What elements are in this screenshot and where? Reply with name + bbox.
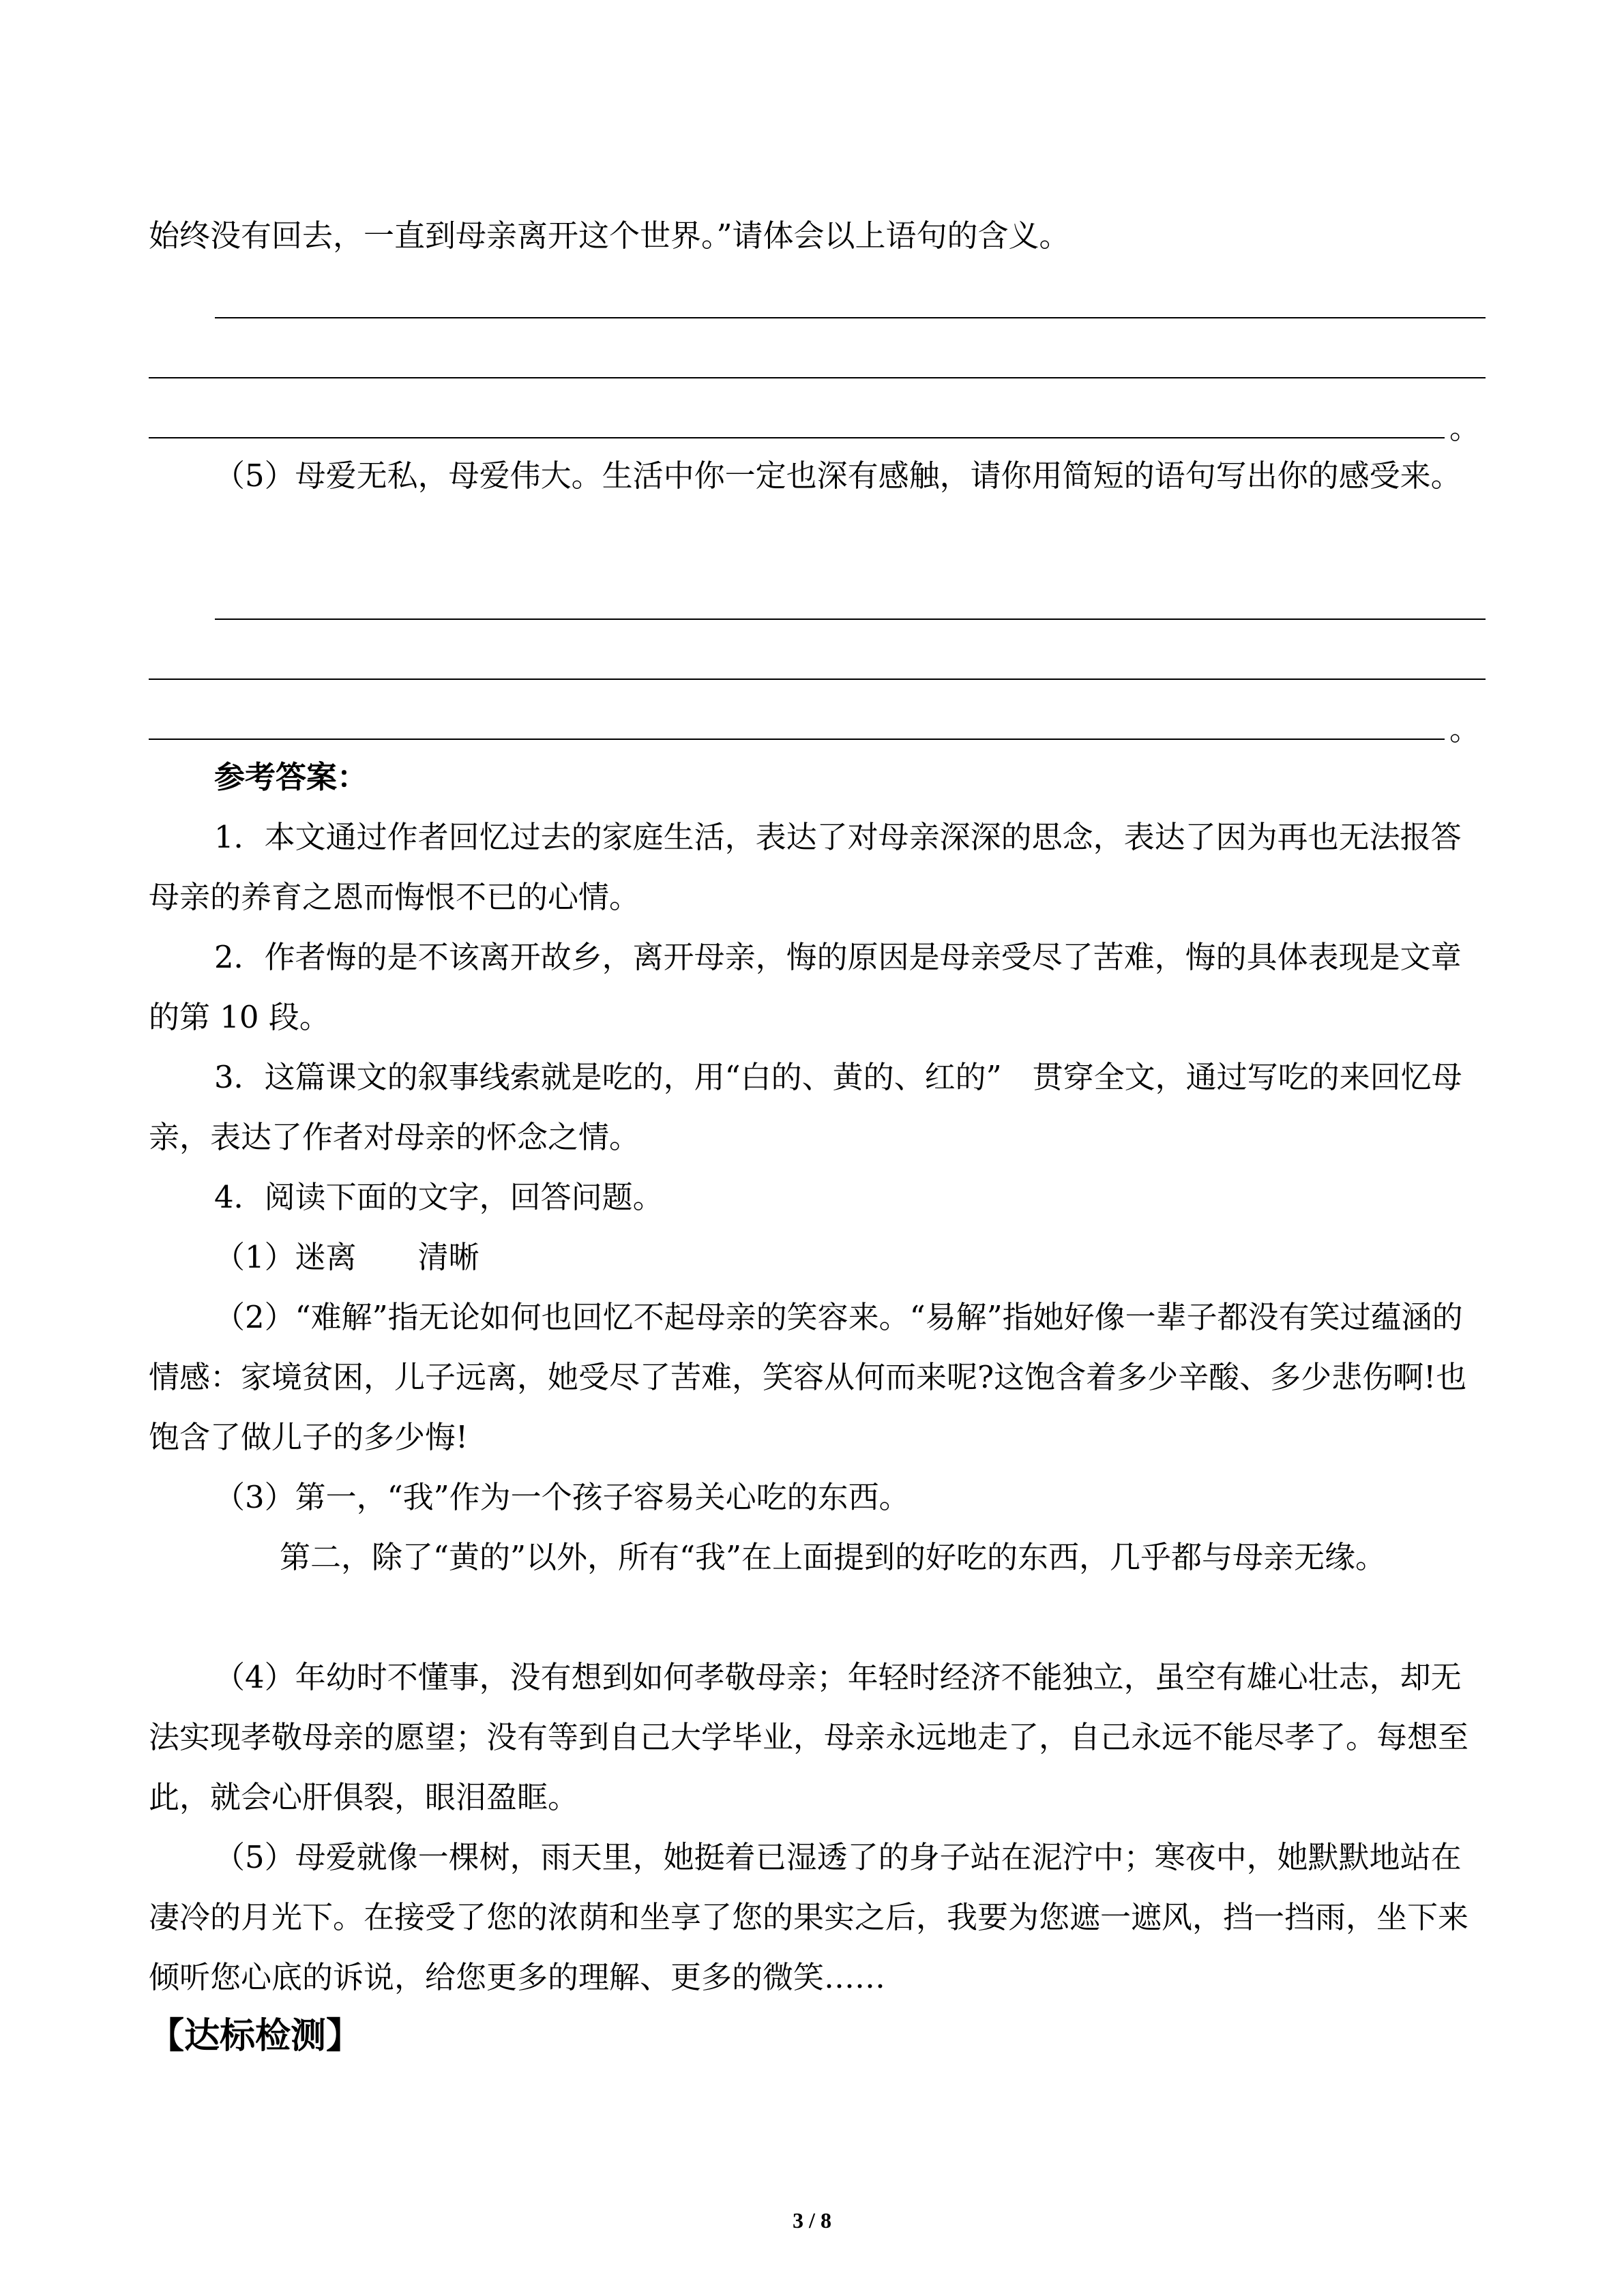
answer-4-4: （4）年幼时不懂事，没有想到如何孝敬母亲；年轻时经济不能独立，虽空有雄心壮志，却无法实现孝敬母亲的愿望；没有等到自己大学毕业，母亲永远地走了，自己永远不能尽孝了。每想至此，就会心肝俱裂，眼泪盈眶。 (149, 1659, 1469, 1815)
blank-end-mark: 。 (1449, 410, 1481, 446)
answer-4-3-first: （3）第一，“我”作为一个孩子容易关心吃的东西。 (214, 1479, 910, 1515)
answer-2: 2．作者悔的是不该离开故乡，离开母亲，悔的原因是母亲受尽了苦难，悔的具体表现是文章的第 10 段。 (149, 939, 1462, 1035)
answer-3: 3．这篇课文的叙事线索就是吃的，用“白的、黄的、红的” 贯穿全文，通过写吃的来回忆母亲，表达了作者对母亲的怀念之情。 (149, 1059, 1462, 1155)
question-4-tail: 始终没有回去，一直到母亲离开这个世界。”请体会以上语句的含义。 (149, 218, 1070, 254)
page-number: 3 / 8 (793, 2208, 831, 2233)
answer-blank-line (149, 739, 1445, 740)
answer-blank-line (215, 618, 1486, 620)
answer-blank-line (215, 317, 1486, 318)
answer-1: 1．本文通过作者回忆过去的家庭生活，表达了对母亲深深的思念，表达了因为再也无法报答母亲的养育之恩而悔恨不已的心情。 (149, 819, 1462, 915)
question-5: （5）母爱无私，母爱伟大。生活中你一定也深有感触，请你用简短的语句写出你的感受来。 (214, 458, 1462, 494)
answer-blank-line (149, 377, 1486, 378)
answer-4-3-second: 第二，除了“黄的”以外，所有“我”在上面提到的好吃的东西，几乎都与母亲无缘。 (280, 1539, 1387, 1575)
answer-4-1: （1）迷离 清晰 (214, 1239, 479, 1275)
answer-4-2: （2）“难解”指无论如何也回忆不起母亲的笑容来。“易解”指她好像一辈子都没有笑过蕴涵的情感：家境贫困，儿子远离，她受尽了苦难，笑容从何而来呢?这饱含着多少辛酸、多少悲伤啊!也饱含了做儿子的多少悔! (149, 1299, 1467, 1455)
blank-end-mark: 。 (1449, 711, 1481, 747)
answer-blank-line (149, 437, 1445, 438)
answers-heading: 参考答案： (214, 759, 368, 795)
answer-blank-line (149, 679, 1486, 680)
answer-4-5: （5）母爱就像一棵树，雨天里，她挺着已湿透了的身子站在泥泞中；寒夜中，她默默地站在凄冷的月光下。在接受了您的浓荫和坐享了您的果实之后，我要为您遮一遮风，挡一挡雨，坐下来倾听您心底的诉说，给您更多的理解、更多的微笑…… (149, 1839, 1469, 1995)
answer-4: 4．阅读下面的文字，回答问题。 (214, 1179, 664, 1215)
section-title: 【达标检测】 (149, 2015, 362, 2057)
